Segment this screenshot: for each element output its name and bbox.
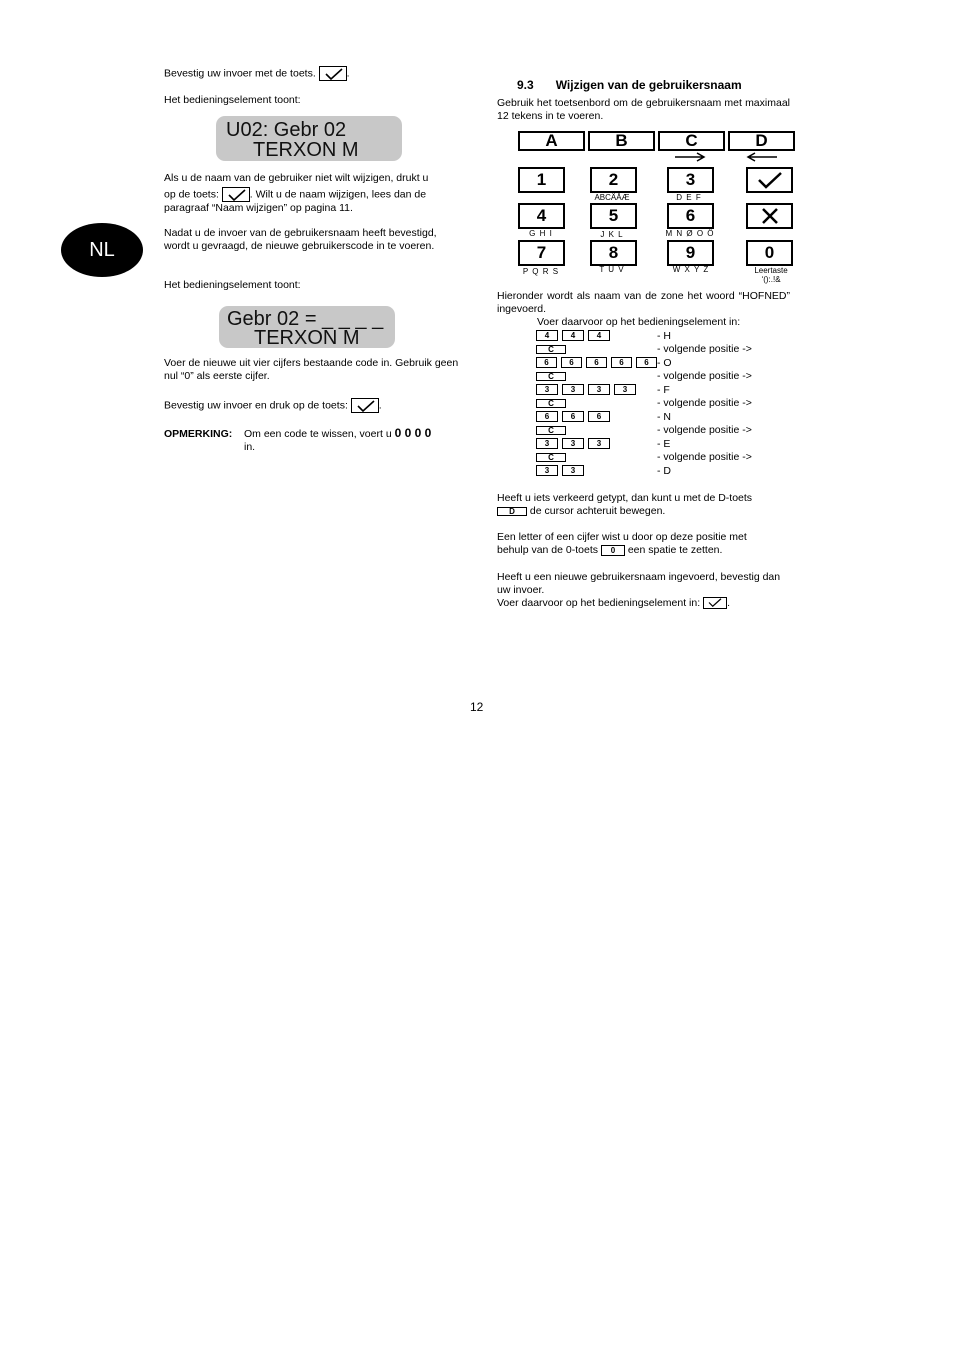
display-shows-text-1: Het bedieningselement toont:	[164, 94, 301, 106]
key-6: 6	[667, 203, 714, 229]
key-7: 7	[518, 240, 565, 266]
finish-paragraph: Heeft u een nieuwe gebruikersnaam ingevoerd, bevestig dan uw invoer. Voer daarvoor op het bedieningselement in: .	[497, 571, 781, 609]
lcd2-line1: Gebr 02 = _ _ _ _	[227, 308, 384, 330]
sequence-row: 3 3 3 3 - F	[536, 383, 796, 397]
lcd2-line2: TERXON M	[254, 327, 360, 349]
key-5-letters: J K L	[600, 230, 624, 239]
sequence-row: C - volgende positie ->	[536, 397, 796, 411]
checkmark-key-icon	[351, 398, 379, 413]
note-code: 0 0 0 0	[394, 426, 432, 440]
confirm-text-2: Bevestig uw invoer en druk op de toets: .	[164, 399, 382, 412]
key-c: C	[658, 131, 725, 151]
close-icon	[760, 207, 780, 225]
arrow-right-icon	[675, 152, 707, 162]
sequence-row: 6 6 6 - N	[536, 410, 796, 424]
key-a: A	[518, 131, 585, 151]
intro-paragraph: Gebruik het toetsenbord om de gebruikersnaam met maximaal 12 tekens in te voeren.	[497, 97, 790, 122]
key-0-small: 0	[601, 545, 625, 556]
key-0-chars: ‘():.!&	[761, 275, 781, 284]
key-0-label: Leertaste	[754, 266, 788, 275]
checkmark-key-icon	[703, 597, 727, 609]
sequence-row: C - volgende positie ->	[536, 343, 796, 357]
lcd1-line2: TERXON M	[253, 139, 359, 161]
sequence-row: 4 4 4 - H	[536, 329, 796, 343]
sequence-row: 3 3 - D	[536, 464, 796, 478]
example-instruction: Voer daarvoor op het bedieningselement in:	[537, 316, 741, 328]
sequence-row: C - volgende positie ->	[536, 370, 796, 384]
checkmark-key-icon	[319, 66, 347, 81]
key-3-letters: D E F	[676, 193, 702, 202]
key-7-letters: P Q R S	[522, 267, 560, 276]
section-heading: 9.3 Wijzigen van de gebruikersnaam	[517, 78, 742, 92]
sequence-row: 3 3 3 - E	[536, 437, 796, 451]
display-shows-text-2: Het bedieningselement toont:	[164, 279, 301, 291]
key-0: 0	[746, 240, 793, 266]
confirm-text-1: Bevestig uw invoer met de toets. .	[164, 67, 350, 80]
new-code-paragraph: Nadat u de invoer van de gebruikersnaam heeft bevestigd, wordt u gevraagd, de nieuwe gebruikerscode in te voeren.	[164, 227, 437, 252]
sequence-row: C - volgende positie ->	[536, 451, 796, 465]
sequence-row: C - volgende positie ->	[536, 424, 796, 438]
sequence-row: 6 6 6 6 6 - O	[536, 356, 796, 370]
checkmark-icon	[757, 171, 783, 189]
key-4-letters: G H I	[529, 229, 553, 238]
key-8: 8	[590, 240, 637, 266]
language-badge: NL	[61, 223, 143, 277]
arrow-left-icon	[745, 152, 777, 162]
key-3: 3	[667, 167, 714, 193]
lcd-display-2	[219, 306, 395, 348]
note-label: OPMERKING:	[164, 428, 233, 440]
key-9-letters: W X Y Z	[672, 265, 710, 274]
cursor-back-paragraph: Heeft u iets verkeerd getypt, dan kunt u met de D-toets D de cursor achteruit bewegen.	[497, 492, 753, 517]
key-5: 5	[590, 203, 637, 229]
example-paragraph: Hieronder wordt als naam van de zone het woord “HOFNED” ingevoerd.	[497, 290, 790, 315]
clear-char-paragraph: Een letter of een cijfer wist u door op deze positie met behulp van de 0-toets 0 een spatie te zetten.	[497, 531, 747, 556]
key-d: D	[728, 131, 795, 151]
key-b: B	[588, 131, 655, 151]
key-1: 1	[518, 167, 565, 193]
key-6-letters: M N Ø O Ö	[665, 229, 715, 238]
key-2-letters: ABCÄÅÆ	[594, 193, 630, 202]
confirm-key	[746, 167, 793, 193]
name-unchanged-paragraph: Als u de naam van de gebruiker niet wilt wijzigen, drukt u op de toets: . Wilt u de naam wijzigen, lees dan de paragraaf “Naam wijzigen” op pagina 11.	[164, 172, 429, 214]
key-2: 2	[590, 167, 637, 193]
key-8-letters: T U V	[599, 265, 625, 274]
page-number: 12	[470, 700, 484, 714]
key-9: 9	[667, 240, 714, 266]
cancel-key	[746, 203, 793, 229]
key-4: 4	[518, 203, 565, 229]
lcd1-line1: U02: Gebr 02	[226, 119, 347, 141]
key-sequence	[536, 329, 796, 478]
checkmark-key-icon	[222, 187, 250, 202]
note-text: Om een code te wissen, voert u 0 0 0 0 in.	[244, 426, 432, 453]
enter-code-paragraph: Voer de nieuwe uit vier cijfers bestaande code in. Gebruik geen nul “0” als eerste cijfer.	[164, 357, 459, 382]
key-d-small: D	[497, 507, 527, 516]
lcd-display-1	[216, 116, 402, 161]
